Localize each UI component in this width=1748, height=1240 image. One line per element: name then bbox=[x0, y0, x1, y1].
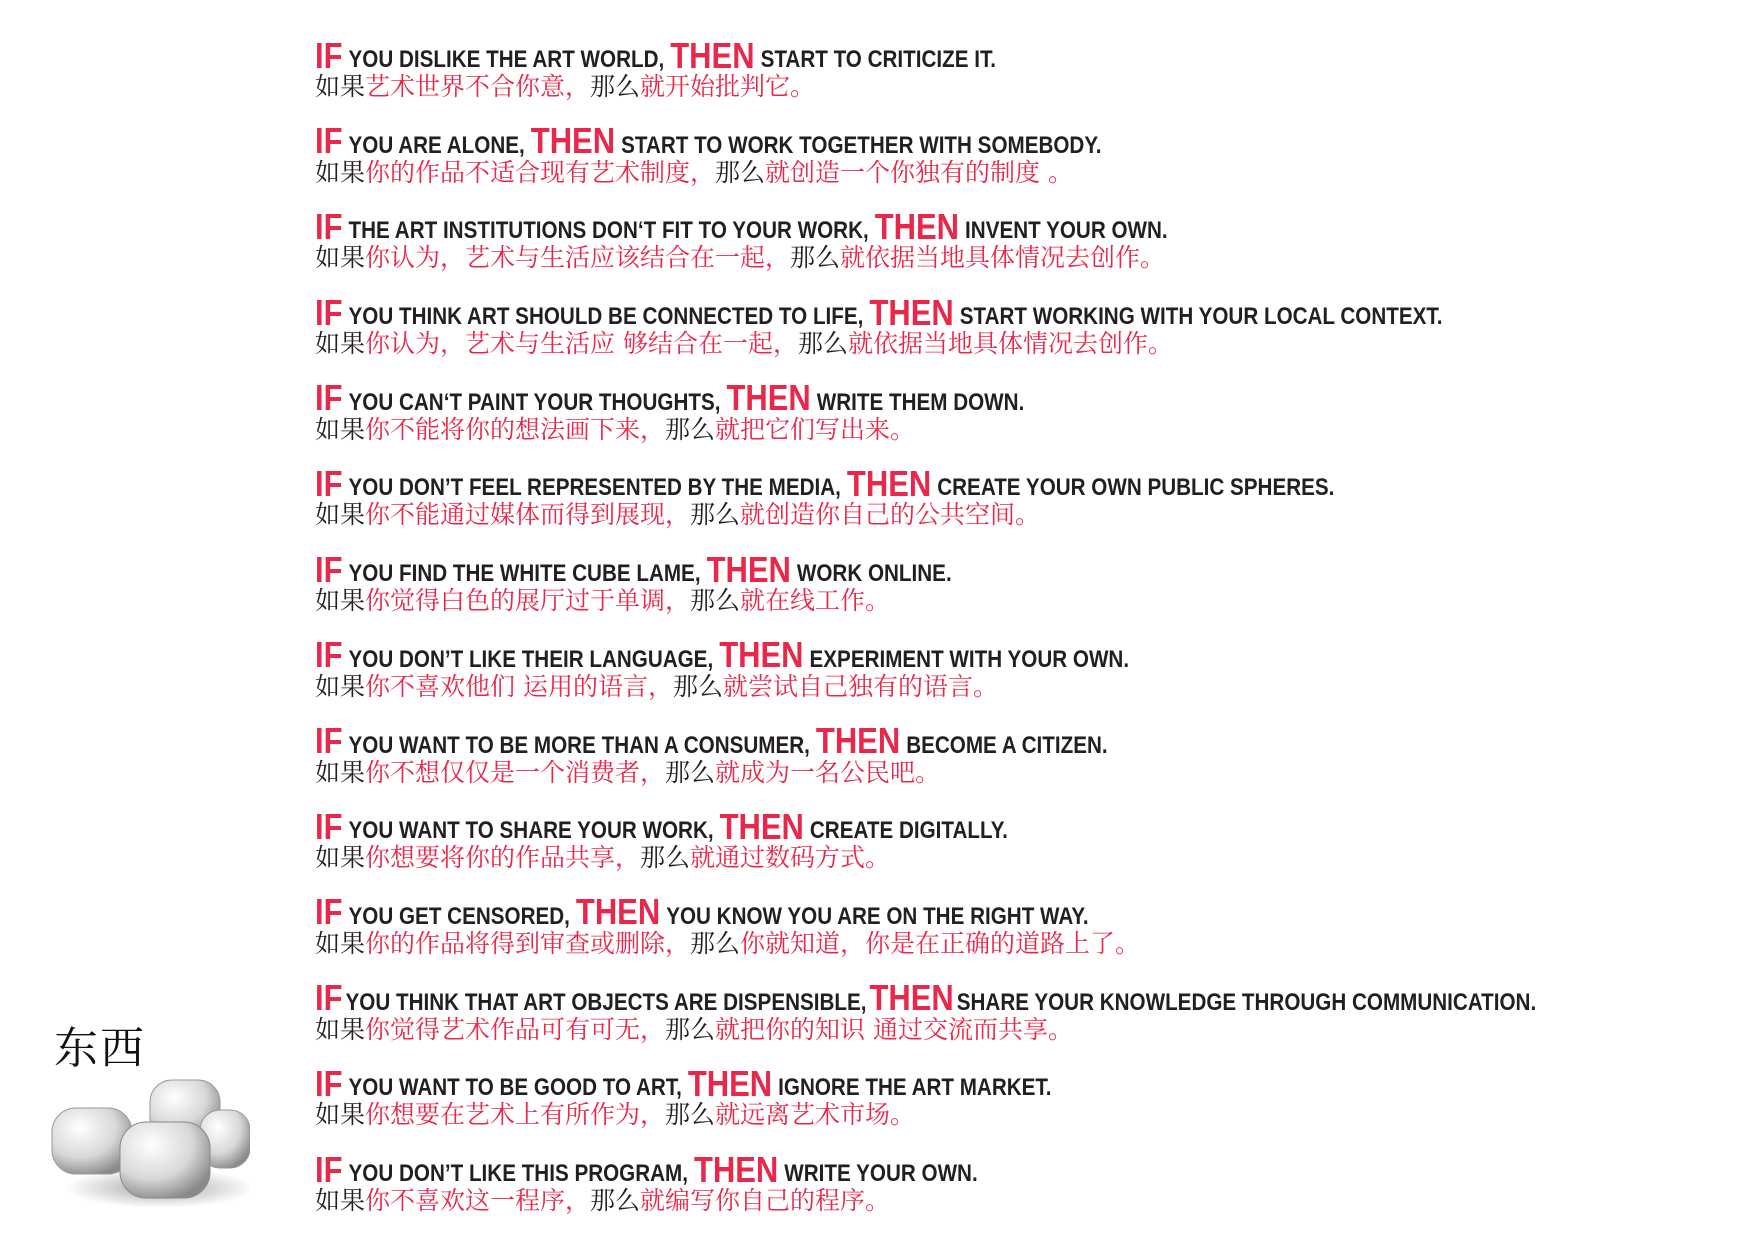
cn-if-keyword: 如果 bbox=[315, 928, 366, 958]
cn-condition-text: 你觉得白色的展厅过于单调， bbox=[365, 586, 691, 616]
manifesto-entry bbox=[315, 1056, 1735, 1142]
english-line bbox=[315, 456, 1536, 505]
cn-action-text: 就依据当地具体情况去创作。 bbox=[840, 243, 1166, 273]
if-keyword: IF bbox=[315, 1062, 343, 1104]
action-text: YOU KNOW YOU ARE ON THE RIGHT WAY. bbox=[666, 902, 1089, 930]
manifesto-entry bbox=[315, 28, 1735, 114]
condition-text: YOU FIND THE WHITE CUBE LAME, bbox=[348, 560, 701, 588]
cn-then-keyword: 那么 bbox=[690, 586, 741, 616]
then-keyword: THEN bbox=[575, 891, 661, 933]
condition-text: YOU DISLIKE THE ART WORLD, bbox=[348, 46, 665, 73]
english-line bbox=[315, 714, 1536, 762]
chinese-line bbox=[315, 586, 1735, 616]
cn-condition-text: 你不喜欢他们 运用的语言， bbox=[365, 671, 673, 701]
cn-then-keyword: 那么 bbox=[690, 928, 741, 958]
then-keyword: THEN bbox=[869, 977, 954, 1019]
then-keyword: THEN bbox=[719, 805, 804, 847]
chinese-line bbox=[315, 929, 1735, 959]
cn-then-keyword: 那么 bbox=[790, 243, 841, 273]
condition-text: YOU THINK THAT ART OBJECTS ARE DISPENSIBLE, bbox=[345, 988, 867, 1016]
cn-if-keyword: 如果 bbox=[315, 157, 366, 187]
manifesto-list bbox=[315, 28, 1735, 1228]
action-text: SHARE YOUR KNOWLEDGE THROUGH COMMUNICATION. bbox=[956, 988, 1537, 1016]
condition-text: YOU WANT TO SHARE YOUR WORK, bbox=[348, 817, 714, 845]
english-line bbox=[315, 885, 1536, 933]
cn-then-keyword: 那么 bbox=[640, 843, 691, 873]
cn-if-keyword: 如果 bbox=[315, 414, 366, 444]
manifesto-entry bbox=[315, 628, 1735, 714]
english-line bbox=[315, 971, 1537, 1019]
manifesto-entry bbox=[315, 114, 1735, 200]
action-text: EXPERIMENT WITH YOUR OWN. bbox=[809, 645, 1130, 673]
english-line bbox=[315, 542, 1536, 590]
cn-if-keyword: 如果 bbox=[315, 1185, 366, 1215]
cn-condition-text: 你认为，艺术与生活应该结合在一起， bbox=[365, 243, 791, 273]
english-line bbox=[315, 114, 1536, 162]
condition-text: YOU CAN‘T PAINT YOUR THOUGHTS, bbox=[348, 388, 721, 416]
english-line bbox=[315, 1056, 1536, 1104]
cn-if-keyword: 如果 bbox=[315, 671, 366, 701]
english-line bbox=[315, 799, 1536, 847]
if-keyword: IF bbox=[315, 634, 343, 676]
cn-if-keyword: 如果 bbox=[315, 843, 366, 873]
condition-text: YOU WANT TO BE MORE THAN A CONSUMER, bbox=[348, 731, 810, 759]
cn-condition-text: 你不能将你的想法画下来， bbox=[365, 414, 666, 444]
if-keyword: IF bbox=[315, 205, 343, 247]
chinese-line bbox=[315, 415, 1735, 445]
chinese-line bbox=[315, 1100, 1735, 1130]
cn-if-keyword: 如果 bbox=[315, 1100, 366, 1130]
chinese-line bbox=[315, 843, 1735, 873]
if-keyword: IF bbox=[315, 720, 343, 762]
cn-then-keyword: 那么 bbox=[690, 500, 741, 530]
if-keyword: IF bbox=[315, 977, 343, 1019]
action-text: IGNORE THE ART MARKET. bbox=[778, 1074, 1052, 1102]
cn-action-text: 就开始批判它。 bbox=[640, 72, 816, 101]
cn-condition-text: 你想要将你的作品共享， bbox=[365, 843, 641, 873]
cn-if-keyword: 如果 bbox=[315, 329, 366, 359]
cn-condition-text: 你认为，艺术与生活应 够结合在一起， bbox=[365, 329, 798, 359]
cn-then-keyword: 那么 bbox=[590, 1185, 641, 1215]
chinese-line bbox=[315, 1015, 1735, 1045]
cn-action-text: 就成为一名公民吧。 bbox=[715, 757, 941, 787]
if-keyword: IF bbox=[315, 891, 343, 933]
then-keyword: THEN bbox=[706, 548, 791, 590]
manifesto-entry bbox=[315, 199, 1735, 285]
cn-then-keyword: 那么 bbox=[665, 757, 716, 787]
chinese-line bbox=[315, 329, 1735, 359]
chinese-line bbox=[315, 500, 1735, 530]
if-keyword: IF bbox=[315, 805, 343, 847]
condition-text: THE ART INSTITUTIONS DON‘T FIT TO YOUR WORK, bbox=[348, 217, 869, 245]
cn-then-keyword: 那么 bbox=[797, 329, 848, 359]
chinese-line bbox=[315, 158, 1735, 188]
manifesto-entry bbox=[315, 799, 1735, 885]
then-keyword: THEN bbox=[530, 120, 616, 162]
condition-text: YOU THINK ART SHOULD BE CONNECTED TO LIFE, bbox=[348, 303, 864, 331]
cn-action-text: 就编写你自己的程序。 bbox=[640, 1185, 891, 1215]
chinese-line bbox=[315, 672, 1735, 702]
cn-condition-text: 艺术世界不合你意， bbox=[365, 72, 591, 101]
cn-condition-text: 你的作品不适合现有艺术制度， bbox=[365, 157, 716, 187]
manifesto-entry bbox=[315, 542, 1735, 628]
then-keyword: THEN bbox=[687, 1062, 773, 1104]
if-keyword: IF bbox=[315, 548, 343, 590]
chinese-line bbox=[315, 758, 1735, 788]
action-text: BECOME A CITIZEN. bbox=[906, 731, 1108, 759]
logo-text: 东西 bbox=[54, 1023, 146, 1074]
english-line bbox=[315, 199, 1536, 247]
manifesto-entry bbox=[315, 971, 1735, 1057]
cn-condition-text: 你的作品将得到审查或删除， bbox=[365, 928, 691, 958]
english-line bbox=[315, 28, 1536, 76]
cn-action-text: 就创造一个你独有的制度 。 bbox=[765, 157, 1073, 187]
english-line bbox=[315, 285, 1536, 333]
condition-text: YOU GET CENSORED, bbox=[348, 902, 570, 930]
cn-if-keyword: 如果 bbox=[315, 243, 366, 273]
cubes-logo-icon bbox=[50, 1070, 250, 1210]
action-text: WORK ONLINE. bbox=[796, 560, 952, 588]
manifesto-entry bbox=[315, 885, 1735, 971]
action-text: WRITE THEM DOWN. bbox=[816, 388, 1025, 416]
english-line bbox=[315, 628, 1536, 676]
if-keyword: IF bbox=[315, 377, 343, 419]
then-keyword: THEN bbox=[815, 720, 901, 762]
cn-action-text: 就创造你自己的公共空间。 bbox=[740, 500, 1041, 530]
cn-action-text: 你就知道，你是在正确的道路上了。 bbox=[740, 928, 1141, 958]
if-keyword: IF bbox=[315, 291, 343, 333]
cn-action-text: 就依据当地具体情况去创作。 bbox=[847, 329, 1173, 359]
cn-action-text: 就在线工作。 bbox=[740, 586, 891, 616]
action-text: START TO CRITICIZE IT. bbox=[760, 46, 997, 73]
then-keyword: THEN bbox=[726, 377, 811, 419]
manifesto-entry bbox=[315, 714, 1735, 800]
condition-text: YOU DON’T LIKE THIS PROGRAM, bbox=[348, 1159, 688, 1187]
condition-text: YOU DON’T FEEL REPRESENTED BY THE MEDIA, bbox=[348, 474, 841, 502]
then-keyword: THEN bbox=[670, 34, 755, 76]
cn-then-keyword: 那么 bbox=[665, 1100, 716, 1130]
cn-if-keyword: 如果 bbox=[315, 72, 366, 101]
cn-if-keyword: 如果 bbox=[315, 757, 366, 787]
cn-if-keyword: 如果 bbox=[315, 500, 366, 530]
cn-condition-text: 你想要在艺术上有所作为， bbox=[365, 1100, 666, 1130]
cn-if-keyword: 如果 bbox=[315, 586, 366, 616]
english-line bbox=[315, 1142, 1536, 1190]
then-keyword: THEN bbox=[846, 463, 932, 505]
then-keyword: THEN bbox=[874, 205, 960, 247]
cn-then-keyword: 那么 bbox=[665, 1014, 716, 1044]
action-text: INVENT YOUR OWN. bbox=[965, 217, 1168, 245]
cn-then-keyword: 那么 bbox=[590, 72, 641, 101]
chinese-line bbox=[315, 243, 1735, 273]
cn-condition-text: 你不想仅仅是一个消费者， bbox=[365, 757, 666, 787]
manifesto-entry bbox=[315, 285, 1735, 371]
action-text: START TO WORK TOGETHER WITH SOMEBODY. bbox=[621, 131, 1102, 159]
cn-action-text: 就远离艺术市场。 bbox=[715, 1100, 916, 1130]
chinese-line bbox=[315, 1186, 1735, 1216]
cn-condition-text: 你不喜欢这一程序， bbox=[365, 1185, 591, 1215]
cn-condition-text: 你不能通过媒体而得到展现， bbox=[365, 500, 691, 530]
manifesto-entry bbox=[315, 1142, 1735, 1228]
manifesto-entry bbox=[315, 456, 1735, 542]
then-keyword: THEN bbox=[869, 291, 954, 333]
cn-then-keyword: 那么 bbox=[672, 671, 723, 701]
action-text: CREATE DIGITALLY. bbox=[809, 817, 1008, 845]
cn-condition-text: 你觉得艺术作品可有可无， bbox=[365, 1014, 666, 1044]
then-keyword: THEN bbox=[693, 1148, 779, 1190]
cn-then-keyword: 那么 bbox=[715, 157, 766, 187]
condition-text: YOU WANT TO BE GOOD TO ART, bbox=[348, 1074, 682, 1102]
action-text: CREATE YOUR OWN PUBLIC SPHERES. bbox=[937, 474, 1335, 502]
if-keyword: IF bbox=[315, 463, 343, 505]
condition-text: YOU DON’T LIKE THEIR LANGUAGE, bbox=[348, 645, 714, 673]
logo bbox=[50, 1012, 300, 1212]
cn-then-keyword: 那么 bbox=[665, 414, 716, 444]
cn-action-text: 就通过数码方式。 bbox=[690, 843, 891, 873]
cn-action-text: 就把你的知识 通过交流而共享。 bbox=[715, 1014, 1073, 1044]
if-keyword: IF bbox=[315, 1148, 343, 1190]
cn-action-text: 就尝试自己独有的语言。 bbox=[722, 671, 998, 701]
cn-if-keyword: 如果 bbox=[315, 1014, 366, 1044]
condition-text: YOU ARE ALONE, bbox=[348, 131, 525, 159]
chinese-line bbox=[315, 72, 1735, 102]
manifesto-entry bbox=[315, 371, 1735, 457]
if-keyword: IF bbox=[315, 34, 343, 76]
cn-action-text: 就把它们写出来。 bbox=[715, 414, 916, 444]
action-text: START WORKING WITH YOUR LOCAL CONTEXT. bbox=[959, 303, 1443, 331]
if-keyword: IF bbox=[315, 120, 343, 162]
then-keyword: THEN bbox=[719, 634, 804, 676]
action-text: WRITE YOUR OWN. bbox=[784, 1159, 978, 1187]
english-line bbox=[315, 371, 1536, 419]
